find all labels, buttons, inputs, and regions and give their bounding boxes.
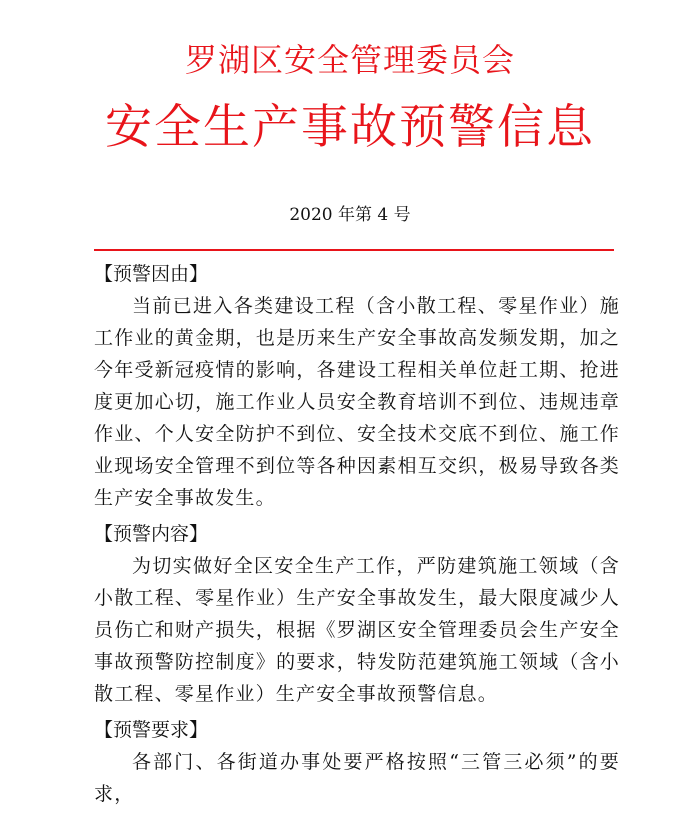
- section-warning-cause: [94, 258, 620, 514]
- section-warning-requirements: [94, 714, 620, 810]
- section-heading-warning-requirements: 【预警要求】: [94, 719, 209, 741]
- paragraph-warning-content: 为切实做好全区安全生产工作，严防建筑施工领域（含小散工程、零星作业）生产安全事故发生，最大限度减少人员伤亡和财产损失，根据《罗湖区安全管理委员会生产安全事故预警防控制度》的要求，特发防范建筑施工领域（含小散工程、零星作业）生产安全事故预警信息。: [94, 555, 620, 705]
- paragraph-warning-cause: 当前已进入各类建设工程（含小散工程、零星作业）施工作业的黄金期，也是历来生产安全事故高发频发期，加之今年受新冠疫情的影响，各建设工程相关单位赶工期、抢进度更加心切，施工作业人员安全教育培训不到位、违规违章作业、个人安全防护不到位、安全技术交底不到位、施工作业现场安全管理不到位等各种因素相互交织，极易导致各类生产安全事故发生。: [94, 295, 620, 509]
- red-divider-line: [94, 249, 614, 251]
- section-warning-content: [94, 518, 620, 710]
- section-heading-warning-cause: 【预警因由】: [94, 263, 209, 285]
- document-body: [94, 258, 620, 814]
- org-title: 罗湖区安全管理委员会: [184, 41, 515, 79]
- issue-number: 2020 年第 4 号: [289, 205, 411, 225]
- main-title: 安全生产事故预警信息: [105, 100, 595, 155]
- paragraph-warning-requirements: 各部门、各街道办事处要严格按照“三管三必须”的要求，: [94, 751, 620, 805]
- section-heading-warning-content: 【预警内容】: [94, 523, 209, 545]
